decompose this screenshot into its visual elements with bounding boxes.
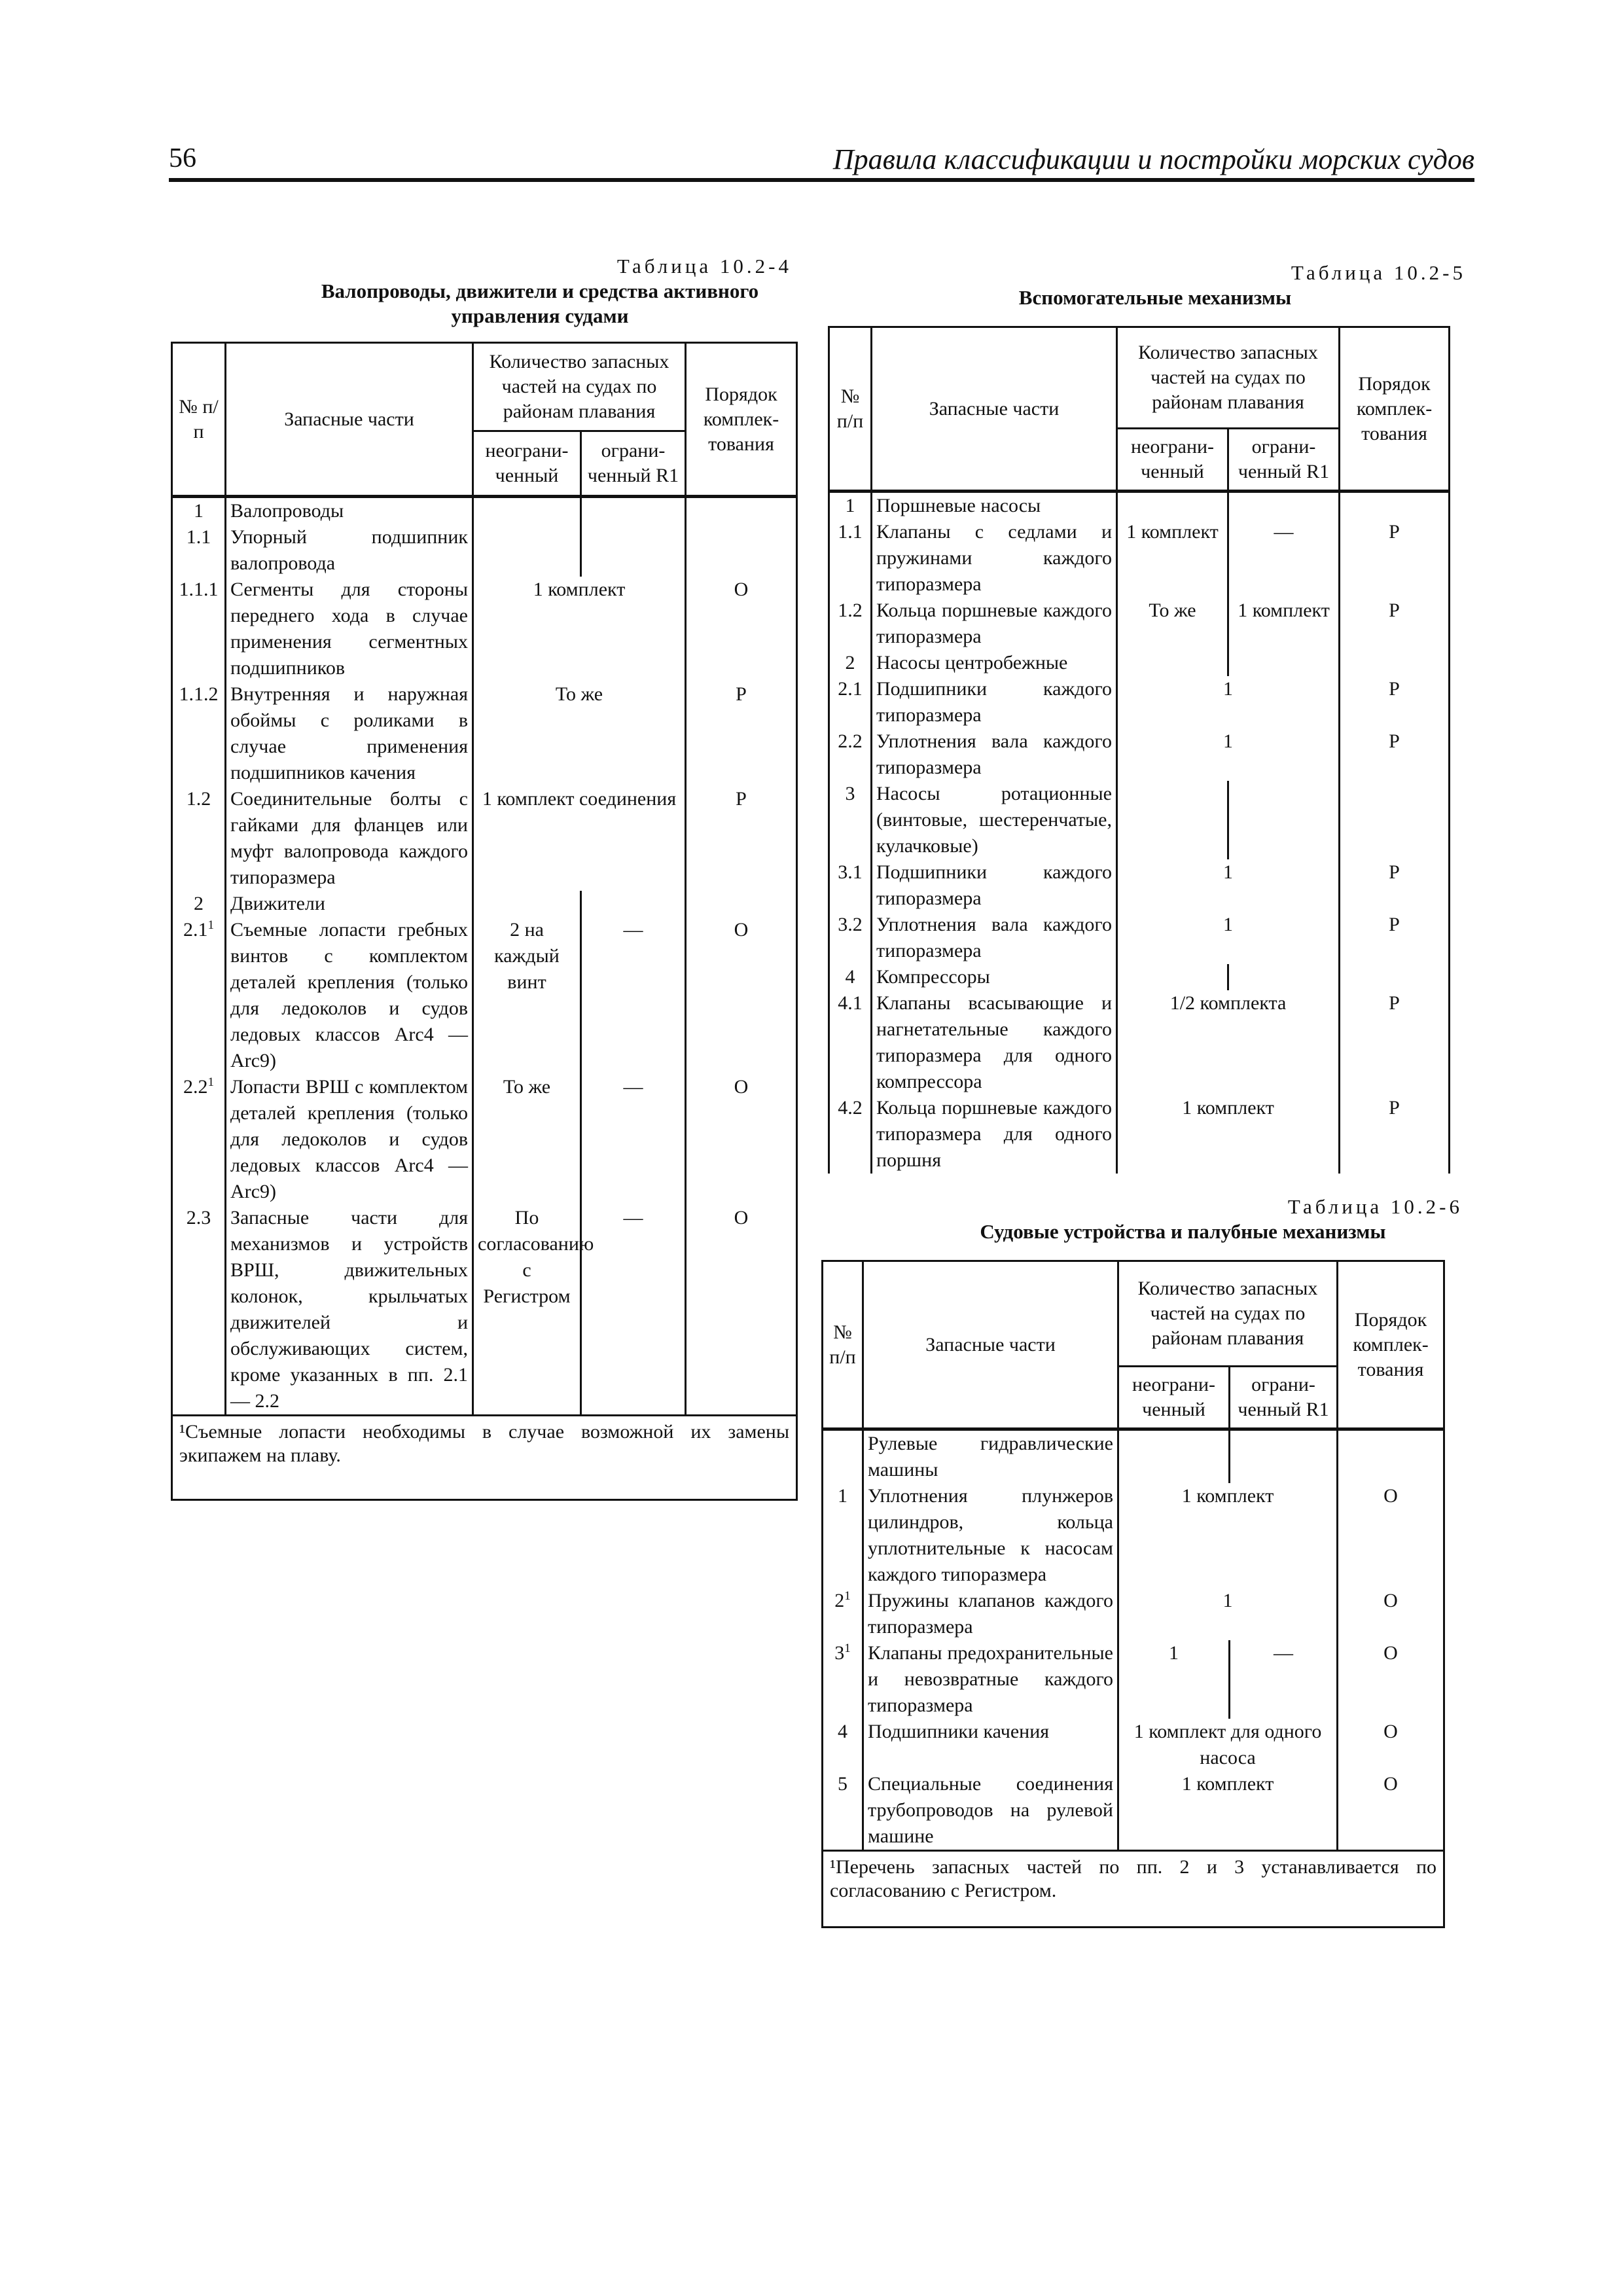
row-part-name: Упорный подшипник валопровода (226, 524, 473, 577)
row-number (829, 859, 872, 912)
col-order-header: Порядок комплек-тования (1340, 327, 1450, 492)
table-row (172, 786, 797, 891)
row-number-text: 2.1 (838, 678, 863, 700)
table-row (829, 912, 1450, 964)
table1-caption (288, 254, 792, 329)
footnote-marker: 1 (844, 1589, 851, 1603)
row-part-name: Подшипники каждого типоразмера (872, 676, 1117, 728)
row-order: О (1338, 1640, 1444, 1719)
row-quantity-unlimited (473, 497, 581, 525)
row-order (1340, 650, 1450, 676)
row-number (172, 786, 226, 891)
row-number (829, 781, 872, 859)
row-number (829, 519, 872, 598)
row-number (172, 681, 226, 786)
row-quantity: 1 комплект (1118, 1483, 1338, 1588)
running-title: Правила классификации и постройки морских судов (832, 143, 1474, 175)
row-quantity-unlimited: 1 (1118, 1640, 1230, 1719)
row-number-text: 3 (834, 1642, 845, 1664)
col-order-header: Порядок комплек-тования (1338, 1261, 1444, 1429)
row-quantity-unlimited (473, 891, 581, 917)
row-order: О (686, 577, 797, 681)
row-number-text: 2.2 (183, 1076, 208, 1098)
table3-header (823, 1261, 1444, 1429)
row-part-name: Специальные соединения трубопроводов на рулевой машине (863, 1771, 1118, 1851)
row-part-name: Уплотнения плунжеров цилиндров, кольца уплотнительные к насосам каждого типоразмера (863, 1483, 1118, 1588)
row-quantity: 1 комплект соединения (473, 786, 686, 891)
row-order: Р (1340, 859, 1450, 912)
table-row (829, 728, 1450, 781)
page-number: 56 (169, 143, 196, 173)
row-part-name: Валопроводы (226, 497, 473, 525)
table-row (829, 859, 1450, 912)
row-order: Р (1340, 728, 1450, 781)
table-row (829, 676, 1450, 728)
row-number-text: 2 (834, 1590, 845, 1611)
row-quantity: 1 (1117, 859, 1340, 912)
table-row (172, 1074, 797, 1205)
row-quantity: 1 (1117, 912, 1340, 964)
table-row (829, 650, 1450, 676)
table2-header (829, 327, 1450, 492)
col-unlimited-header: неограни-ченный (473, 431, 581, 497)
row-order: Р (686, 786, 797, 891)
row-quantity-limited: — (581, 1074, 686, 1205)
row-order: Р (1340, 990, 1450, 1095)
table3-number: Таблица 10.2-6 (1287, 1195, 1463, 1218)
row-part-name: Уплотнения вала каждого типоразмера (872, 912, 1117, 964)
table-row (829, 990, 1450, 1095)
row-number-text: 4.2 (838, 1097, 863, 1119)
row-order: Р (1340, 912, 1450, 964)
row-number (172, 891, 226, 917)
row-quantity-unlimited (1117, 964, 1228, 990)
row-order: О (686, 1074, 797, 1205)
row-number (823, 1429, 863, 1484)
row-order: О (686, 917, 797, 1074)
row-order: Р (1340, 676, 1450, 728)
table3-caption (903, 1194, 1463, 1244)
row-number (829, 964, 872, 990)
row-part-name: Компрессоры (872, 964, 1117, 990)
row-number-text: 1.2 (186, 788, 211, 810)
col-qty-header: Количество запасных частей на судах по районам плавания (1117, 327, 1340, 429)
row-number (829, 1095, 872, 1174)
row-quantity-limited (1230, 1429, 1338, 1484)
row-part-name: Съемные лопасти гребных винтов с комплектом деталей крепления (только для ледоколов и судов ледовых классов Arc4 — Arc9) (226, 917, 473, 1074)
row-number (829, 728, 872, 781)
row-quantity-unlimited (1117, 781, 1228, 859)
row-part-name: Клапаны всасывающие и нагнетательные каждого типоразмера для одного компрессора (872, 990, 1117, 1095)
col-limited-header: ограни-ченный R1 (1228, 429, 1340, 492)
row-number (172, 524, 226, 577)
col-name-header: Запасные части (863, 1261, 1118, 1429)
row-quantity-limited (581, 524, 686, 577)
col-name-header: Запасные части (226, 343, 473, 497)
row-quantity-unlimited: 2 на каждый винт (473, 917, 581, 1074)
row-part-name: Подшипники качения (863, 1719, 1118, 1771)
table2-title: Вспомогательные механизмы (1018, 286, 1292, 309)
row-quantity: 1/2 комплекта (1117, 990, 1340, 1095)
row-number (172, 577, 226, 681)
table2-body (829, 492, 1450, 1174)
row-number (823, 1640, 863, 1719)
row-number-text: 1 (838, 1485, 847, 1507)
row-number (829, 676, 872, 728)
row-quantity-limited: — (581, 1205, 686, 1416)
row-number (829, 990, 872, 1095)
row-number (829, 650, 872, 676)
row-quantity-unlimited (1118, 1429, 1230, 1484)
table-row (823, 1588, 1444, 1640)
row-number-text: 4 (838, 1721, 847, 1742)
row-part-name: Внутренняя и наружная обоймы с роликами в случае применения подшипников качения (226, 681, 473, 786)
row-quantity-limited: — (581, 917, 686, 1074)
row-number (823, 1483, 863, 1588)
row-part-name: Поршневые насосы (872, 492, 1117, 520)
row-part-name: Клапаны с седлами и пружинами каждого типоразмера (872, 519, 1117, 598)
table1-title: Валопроводы, движители и средства активного управления судами (321, 279, 759, 327)
row-part-name: Клапаны предохранительные и невозвратные каждого типоразмера (863, 1640, 1118, 1719)
row-number-text: 2.3 (186, 1207, 211, 1229)
table-row (829, 519, 1450, 598)
table-row (829, 781, 1450, 859)
row-part-name: Запасные части для механизмов и устройств ВРШ, движительных колонок, крыльчатых движителей и обслуживающих систем, кроме указанных в пп. 2.1 — 2.2 (226, 1205, 473, 1416)
table-row (172, 577, 797, 681)
row-quantity-unlimited (473, 524, 581, 577)
row-quantity-unlimited: 1 комплект (1117, 519, 1228, 598)
row-number-text: 1 (194, 500, 204, 522)
row-number (829, 598, 872, 650)
row-order: О (1338, 1719, 1444, 1771)
table-row (829, 598, 1450, 650)
row-number-text: 2 (194, 893, 204, 914)
table1 (171, 342, 798, 1501)
row-quantity: То же (473, 681, 686, 786)
row-quantity: 1 комплект для одного насоса (1118, 1719, 1338, 1771)
row-part-name: Кольца поршневые каждого типоразмера для одного поршня (872, 1095, 1117, 1174)
row-quantity-limited (1228, 492, 1340, 520)
table-row (172, 917, 797, 1074)
row-number-text: 1.1.1 (179, 579, 219, 600)
row-number-text: 1.1 (838, 521, 863, 543)
row-part-name: Лопасти ВРШ с комплектом деталей крепления (только для ледоколов и судов ледовых классов Arc4 — Arc9) (226, 1074, 473, 1205)
row-number (172, 1074, 226, 1205)
col-limited-header: ограни-ченный R1 (581, 431, 686, 497)
table-row (172, 891, 797, 917)
row-number (829, 492, 872, 520)
col-num-header: № п/п (829, 327, 872, 492)
col-order-header: Порядок комплек-тования (686, 343, 797, 497)
table1-footnote: ¹Съемные лопасти необходимы в случае возможной их замены экипажем на плаву. (172, 1416, 797, 1500)
row-quantity-limited (581, 891, 686, 917)
row-part-name: Движители (226, 891, 473, 917)
row-part-name: Кольца поршневые каждого типоразмера (872, 598, 1117, 650)
col-num-header: № п/п (823, 1261, 863, 1429)
col-unlimited-header: неограни-ченный (1117, 429, 1228, 492)
col-name-header: Запасные части (872, 327, 1117, 492)
row-quantity: 1 комплект (473, 577, 686, 681)
table1-number: Таблица 10.2-4 (616, 255, 792, 278)
table-row (829, 964, 1450, 990)
table-row (172, 1205, 797, 1416)
row-order (1338, 1429, 1444, 1484)
row-order: Р (1340, 519, 1450, 598)
row-part-name: Рулевые гидравлические машины (863, 1429, 1118, 1484)
row-quantity-unlimited (1117, 492, 1228, 520)
row-part-name: Соединительные болты с гайками для фланцев или муфт валопровода каждого типоразмера (226, 786, 473, 891)
row-quantity: 1 (1117, 676, 1340, 728)
table-row (172, 681, 797, 786)
footnote-marker: 1 (844, 1641, 851, 1655)
table-row (823, 1483, 1444, 1588)
col-limited-header: ограни-ченный R1 (1230, 1367, 1338, 1429)
row-order (686, 497, 797, 525)
row-quantity: 1 (1118, 1588, 1338, 1640)
col-qty-header: Количество запасных частей на судах по районам плавания (473, 343, 686, 431)
row-number-text: 4 (845, 966, 855, 988)
row-part-name: Насосы ротационные (винтовые, шестеренчатые, кулачковые) (872, 781, 1117, 859)
table-row (823, 1719, 1444, 1771)
table-row (172, 524, 797, 577)
footnote-marker: 1 (207, 918, 214, 932)
table2-number: Таблица 10.2-5 (1291, 261, 1466, 284)
row-number-text: 2 (845, 652, 855, 673)
row-number (829, 912, 872, 964)
page-header (169, 137, 1474, 181)
row-quantity-unlimited: То же (1117, 598, 1228, 650)
row-number-text: 3.1 (838, 861, 863, 883)
row-order: О (686, 1205, 797, 1416)
row-number (172, 497, 226, 525)
row-number (823, 1719, 863, 1771)
row-quantity: 1 (1117, 728, 1340, 781)
row-order: О (1338, 1483, 1444, 1588)
row-quantity-limited (1228, 650, 1340, 676)
row-part-name: Уплотнения вала каждого типоразмера (872, 728, 1117, 781)
row-number-text: 3 (845, 783, 855, 804)
row-quantity-limited (1228, 964, 1340, 990)
row-number-text: 1.1 (186, 526, 211, 548)
row-number (823, 1588, 863, 1640)
table-row (829, 1095, 1450, 1174)
footnote-marker: 1 (207, 1075, 214, 1089)
row-order (686, 524, 797, 577)
row-number-text: 1 (845, 495, 855, 516)
row-order (1340, 781, 1450, 859)
header-rule (169, 178, 1474, 182)
row-quantity: 1 комплект (1117, 1095, 1340, 1174)
row-number (172, 917, 226, 1074)
row-quantity: 1 комплект (1118, 1771, 1338, 1851)
table1-header (172, 343, 797, 497)
table3 (821, 1260, 1445, 1928)
row-quantity-unlimited: По согласованию с Регистром (473, 1205, 581, 1416)
row-number-text: 2.2 (838, 730, 863, 752)
row-part-name: Насосы центробежные (872, 650, 1117, 676)
row-order: Р (1340, 598, 1450, 650)
row-number-text: 4.1 (838, 992, 863, 1014)
table3-footnote: ¹Перечень запасных частей по пп. 2 и 3 устанавливается по согласованию с Регистром. (823, 1851, 1444, 1928)
row-part-name: Пружины клапанов каждого типоразмера (863, 1588, 1118, 1640)
row-number (172, 1205, 226, 1416)
row-quantity-limited: 1 комплект (1228, 598, 1340, 650)
table-row (823, 1640, 1444, 1719)
table2-caption (844, 260, 1466, 310)
row-order (1340, 492, 1450, 520)
row-number (823, 1771, 863, 1851)
table-row (829, 492, 1450, 520)
row-number-text: 3.2 (838, 914, 863, 935)
row-number-text: 1.2 (838, 600, 863, 621)
row-order: О (1338, 1771, 1444, 1851)
row-order (686, 891, 797, 917)
row-order: Р (686, 681, 797, 786)
table1-body (172, 497, 797, 1416)
row-quantity-limited (1228, 781, 1340, 859)
row-number-text: 1.1.2 (179, 683, 219, 705)
row-quantity-unlimited: То же (473, 1074, 581, 1205)
row-order (1340, 964, 1450, 990)
table2 (828, 326, 1450, 1174)
row-number-text: 5 (838, 1773, 847, 1795)
row-order: О (1338, 1588, 1444, 1640)
table-row (172, 497, 797, 525)
col-unlimited-header: неограни-ченный (1118, 1367, 1230, 1429)
table-row (823, 1429, 1444, 1484)
col-qty-header: Количество запасных частей на судах по районам плавания (1118, 1261, 1338, 1367)
row-quantity-unlimited (1117, 650, 1228, 676)
row-quantity-limited: — (1228, 519, 1340, 598)
row-quantity-limited: — (1230, 1640, 1338, 1719)
row-part-name: Подшипники каждого типоразмера (872, 859, 1117, 912)
table3-title: Судовые устройства и палубные механизмы (980, 1220, 1386, 1243)
row-order: Р (1340, 1095, 1450, 1174)
table-row (823, 1771, 1444, 1851)
row-number-text: 2.1 (183, 919, 208, 941)
row-quantity-limited (581, 497, 686, 525)
table3-body (823, 1429, 1444, 1851)
col-num-header: № п/п (172, 343, 226, 497)
row-part-name: Сегменты для стороны переднего хода в случае применения сегментных подшипников (226, 577, 473, 681)
